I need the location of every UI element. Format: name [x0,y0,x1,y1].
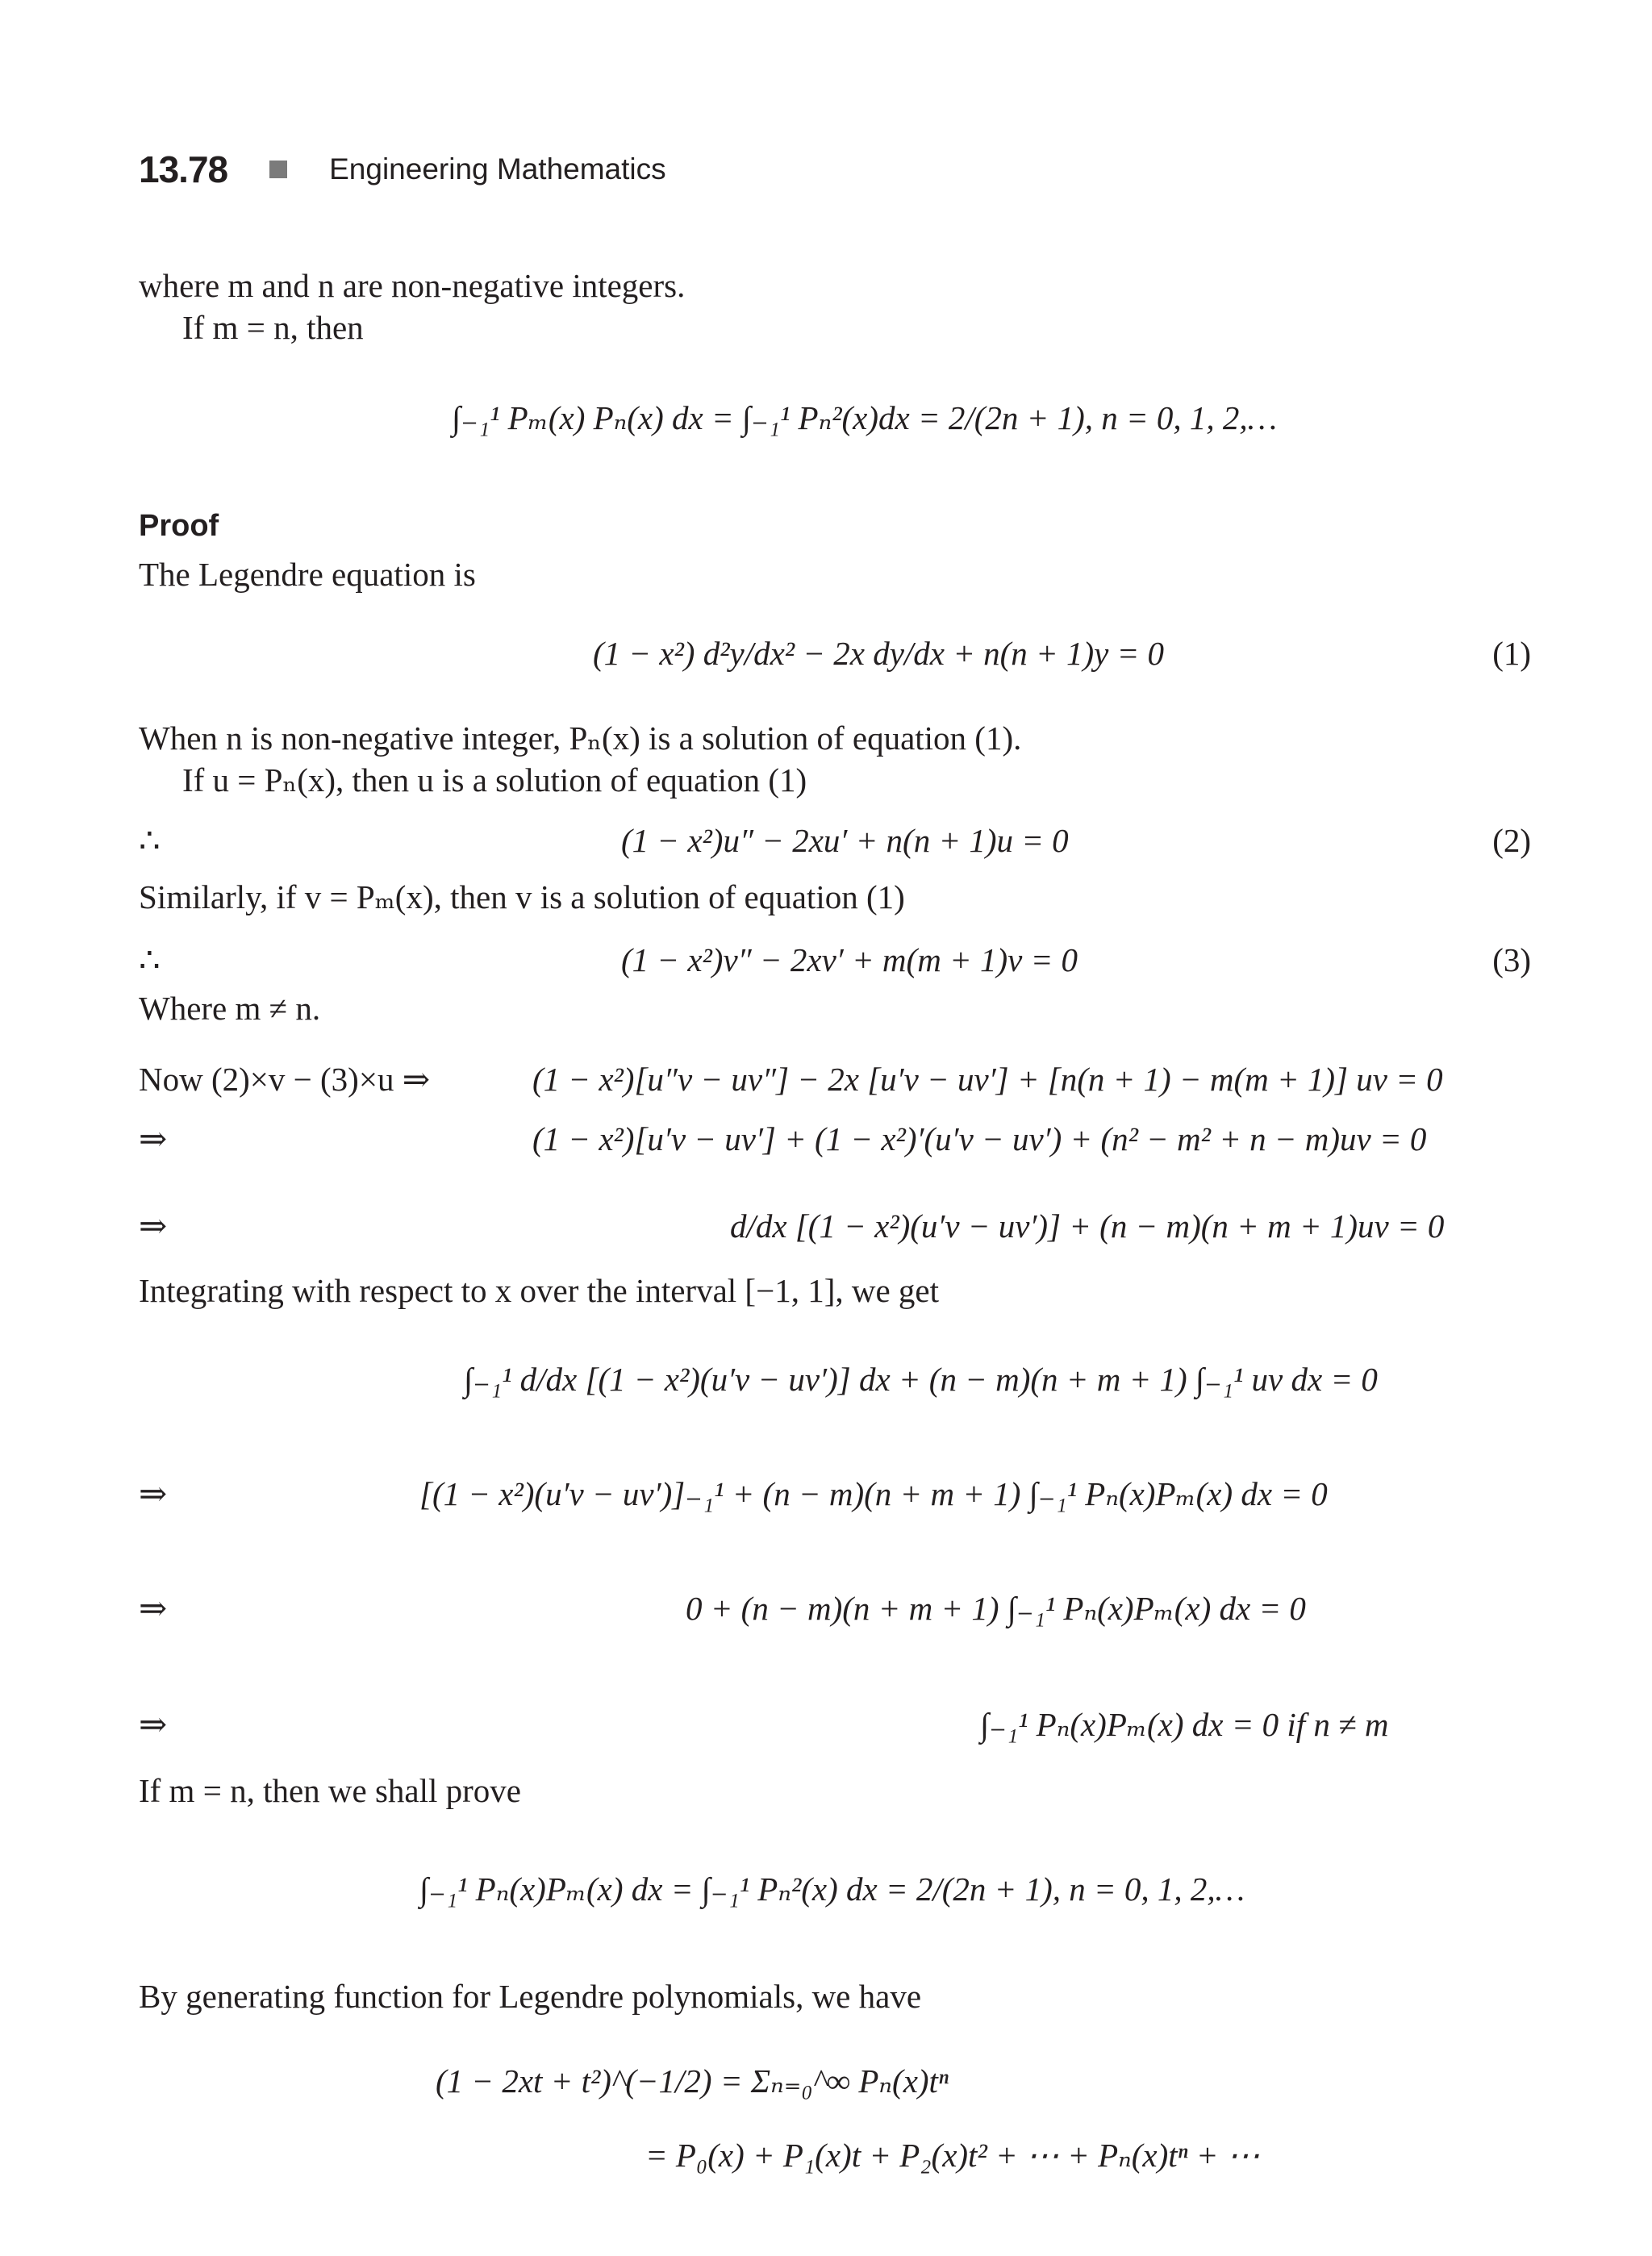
equation: d/dx [(1 − x²)(u′v − uv′)] + (n − m)(n + m + 1)uv = 0 [730,1207,1445,1245]
equation-number: (1) [1492,635,1531,672]
text-line: where m and n are non-negative integers. [139,267,686,304]
equation: ∫₋₁¹ d/dx [(1 − x²)(u′v − uv′)] dx + (n − m)(n + m + 1) ∫₋₁¹ uv dx = 0 [464,1361,1378,1398]
page-number: 13.78 [139,148,228,190]
text-line: If u = Pₙ(x), then u is a solution of equation (1) [182,761,807,799]
text-line: If m = n, then [182,309,364,346]
text-line: When n is non-negative integer, Pₙ(x) is a solution of equation (1). [139,719,1022,757]
equation: ∫₋₁¹ Pₙ(x)Pₘ(x) dx = ∫₋₁¹ Pₙ²(x) dx = 2/(2n + 1), n = 0, 1, 2,… [419,1870,1245,1908]
equation: (1 − x²)v″ − 2xv′ + m(m + 1)v = 0 [621,941,1078,978]
equation-number: (3) [1492,941,1531,978]
text-line: Now (2)×v − (3)×u ⇒ [139,1061,431,1098]
text-line: If m = n, then we shall prove [139,1772,522,1809]
therefore-symbol: ∴ [139,823,161,860]
book-title: Engineering Mathematics [329,152,666,186]
text-line: The Legendre equation is [139,556,476,593]
equation: (1 − 2xt + t²)^(−1/2) = Σₙ₌₀^∞ Pₙ(x)tⁿ [436,2062,949,2100]
equation: [(1 − x²)(u′v − uv′)]₋₁¹ + (n − m)(n + m + 1) ∫₋₁¹ Pₙ(x)Pₘ(x) dx = 0 [419,1475,1328,1512]
implies-symbol: ⇒ [139,1121,168,1158]
equation: (1 − x²)u″ − 2xu′ + n(n + 1)u = 0 [621,822,1069,859]
page-header [139,145,666,194]
section-heading: Proof [139,509,219,543]
implies-symbol: ⇒ [139,1208,168,1245]
equation-number: (2) [1492,822,1531,859]
implies-symbol: ⇒ [139,1476,168,1513]
implies-symbol: ⇒ [139,1707,168,1744]
equation: ∫₋₁¹ Pₘ(x) Pₙ(x) dx = ∫₋₁¹ Pₙ²(x)dx = 2/(2n + 1), n = 0, 1, 2,… [452,399,1278,436]
header-square-icon [269,161,287,178]
equation: (1 − x²)[u″v − uv″] − 2x [u′v − uv′] + [n(n + 1) − m(m + 1)] uv = 0 [532,1061,1443,1098]
equation: = P₀(x) + P₁(x)t + P₂(x)t² + ⋯ + Pₙ(x)tⁿ + ⋯ [645,2137,1260,2174]
equation: (1 − x²) d²y/dx² − 2x dy/dx + n(n + 1)y = 0 [593,635,1164,672]
equation: ∫₋₁¹ Pₙ(x)Pₘ(x) dx = 0 if n ≠ m [980,1706,1389,1743]
equation: 0 + (n − m)(n + m + 1) ∫₋₁¹ Pₙ(x)Pₘ(x) dx = 0 [686,1590,1306,1627]
text-line: Similarly, if v = Pₘ(x), then v is a solution of equation (1) [139,878,905,915]
text-line: By generating function for Legendre polynomials, we have [139,1978,922,2015]
equation: (1 − x²)[u′v − uv′] + (1 − x²)′(u′v − uv′) + (n² − m² + n − m)uv = 0 [532,1120,1427,1157]
therefore-symbol: ∴ [139,942,161,979]
text-line: Where m ≠ n. [139,990,321,1027]
text-line: Integrating with respect to x over the interval [−1, 1], we get [139,1272,939,1309]
implies-symbol: ⇒ [139,1591,168,1628]
